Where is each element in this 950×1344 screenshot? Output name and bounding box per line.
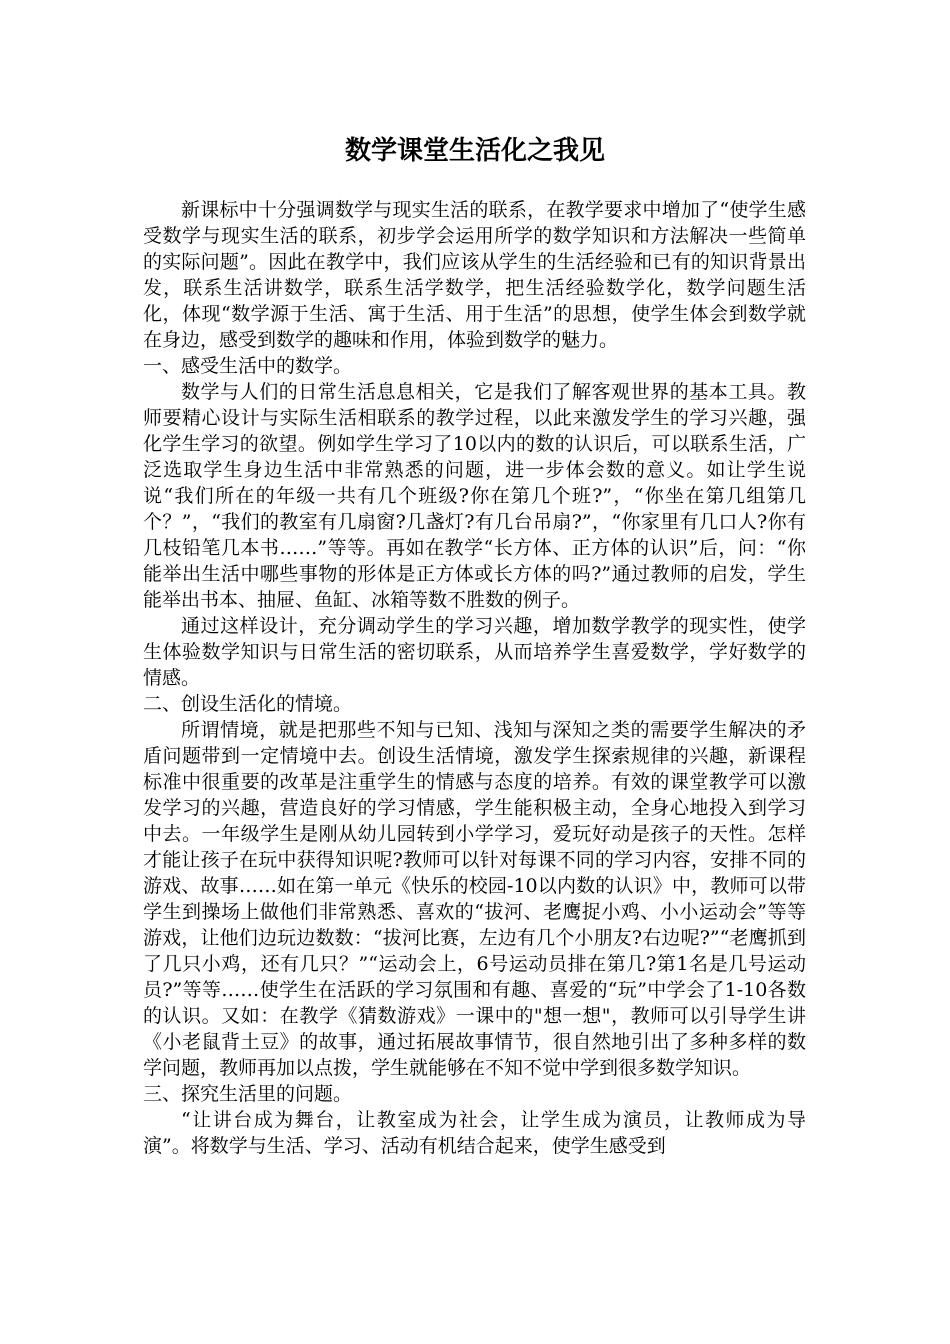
- section-2-paragraph-1: 所谓情境，就是把那些不知与已知、浅知与深知之类的需要学生解决的矛盾问题带到一定情境中去。创设生活情境，激发学生探索规律的兴趣，新课程标准中很重要的改革是注重学生的情感与态度的培养。有效的课堂教学可以激发学习的兴趣，营造良好的学习情感，学生能积极主动，全身心地投入到学习中去。一年级学生是刚从幼儿园转到小学学习，爱玩好动是孩子的天性。怎样才能让孩子在玩中获得知识呢?教师可以针对每课不同的学习内容，安排不同的游戏、故事……如在第一单元《快乐的校园-10以内数的认识》中，教师可以带学生到操场上做他们非常熟悉、喜欢的“拔河、老鹰捉小鸡、小小运动会”等等游戏，让他们边玩边数数：“拔河比赛，左边有几个小朋友?右边呢?”“老鹰抓到了几只小鸡，还有几只？”“运动会上，6号运动员排在第几?第1名是几号运动员?”等等……使学生在活跃的学习氛围和有趣、喜爱的“玩”中学会了1-10各数的认识。又如：在教学《猜数游戏》一课中的"想一想"，教师可以引导学生讲《小老鼠背土豆》的故事，通过拓展故事情节，很自然地引出了多种多样的数学问题，教师再加以点拨，学生就能够在不知不觉中学到很多数学知识。: [143, 719, 806, 1079]
- intro-paragraph: 新课标中十分强调数学与现实生活的联系，在教学要求中增加了“使学生感受数学与现实生活的联系，初步学会运用所学的数学知识和方法解决一些简单的实际问题”。因此在教学中，我们应该从学生的生活经验和已有的知识背景出发，联系生活讲数学，联系生活学数学，把生活经验数学化，数学问题生活化，体现“数学源于生活、寓于生活、用于生活”的思想，使学生体会到数学就在身边，感受到数学的趣味和作用，体验到数学的魅力。: [143, 199, 806, 351]
- section-heading-1: 一、感受生活中的数学。: [143, 355, 353, 377]
- section-heading-3: 三、探究生活里的问题。: [143, 1083, 353, 1105]
- section-3-paragraph-1: “让讲台成为舞台，让教室成为社会，让学生成为演员，让教师成为导演”。将数学与生活、学习、活动有机结合起来，使学生感受到: [143, 1109, 806, 1157]
- section-heading-2: 二、创设生活化的情境。: [143, 693, 353, 715]
- section-1-paragraph-1: 数学与人们的日常生活息息相关，它是我们了解客观世界的基本工具。教师要精心设计与实际生活相联系的教学过程，以此来激发学生的学习兴趣，强化学生学习的欲望。例如学生学习了10以内的数的认识后，可以联系生活，广泛选取学生身边生活中非常熟悉的问题，进一步体会数的意义。如让学生说说“我们所在的年级一共有几个班级?你在第几个班?”，“你坐在第几组第几个？”，“我们的教室有几扇窗?几盏灯?有几台吊扇?”，“你家里有几口人?你有几枝铅笔几本书……”等等。再如在教学“长方体、正方体的认识”后，问：“你能举出生活中哪些事物的形体是正方体或长方体的吗?”通过教师的启发，学生能举出书本、抽屉、鱼缸、冰箱等数不胜数的例子。: [143, 381, 806, 611]
- document-body: [143, 197, 806, 1159]
- document-title: 数学课堂生活化之我见: [344, 136, 605, 166]
- section-1-paragraph-2: 通过这样设计，充分调动学生的学习兴趣，增加数学教学的现实性，使学生体验数学知识与日常生活的密切联系，从而培养学生喜爱数学，学好数学的情感。: [143, 615, 806, 689]
